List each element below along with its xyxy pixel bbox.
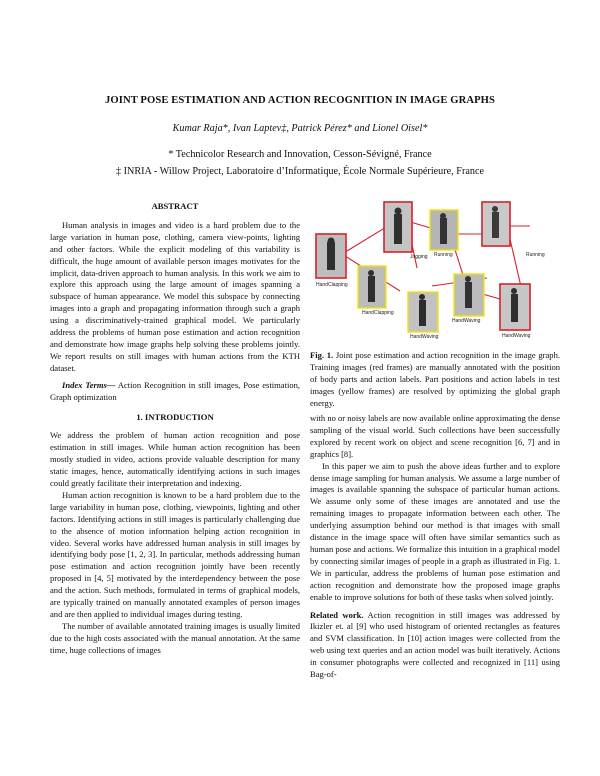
figure-1-image-graph [312, 196, 560, 344]
abstract-heading: ABSTRACT [151, 201, 199, 211]
intro-continuation: with no or noisy labels are now available online approximating the dense sampling of the visual world. Such collections have been successfully explored by recent work on object and scene recognition [6, 7] and in graphics [8]. [310, 413, 560, 459]
author-list: Kumar Raja*, Ivan Laptev‡, Patrick Pérez* and Lionel Oisel* [172, 123, 428, 134]
intro-paragraph-4: In this paper we aim to push the above ideas further and to explore dense image sampling for human analysis. We assume a large number of images is available spanning the subspace of particular human actions. We assume only some of these images are annotated and use the remaining images to propagate information between each other. The underlying assumption behind our method is that images with small distance in the image space will often have similar semantics such as human pose and actions. We formalize this intuition in a graphical model by connecting similar images of people in a graph as illustrated in Fig. 1. We in particular, address the problems of human pose estimation and action recognition and demonstrate how the proposed image graphs enable to improve solutions for both of these tasks when solved jointly. [310, 460, 560, 602]
figure-caption-text: Joint pose estimation and action recognition in the image graph. Training images (red frames) are manually annotated with the position of body parts and action labels. Part positions and action labels in test images (yellow frames) are resolved by optimizing the global graph energy. [310, 350, 560, 408]
paper-title: JOINT POSE ESTIMATION AND ACTION RECOGNITION IN IMAGE GRAPHS [105, 95, 495, 106]
test-image-handwaving-1 [408, 292, 438, 332]
test-image-running-1 [430, 210, 458, 250]
figure-label-4: Running [526, 252, 545, 258]
figure-label-6: HandWaving [410, 334, 439, 340]
test-image-handwaving-2 [454, 274, 484, 316]
intro-paragraph-1: We address the problem of human action recognition and pose estimation in still images. While human action recognition has been mostly studied in video, actions provide valuable description for many static images, hence, automatically identifying actions in such images could greatly facilitate their interpretation and indexing. [50, 430, 300, 489]
test-image-handclapping [358, 266, 386, 308]
figure-label-2: Jogging [410, 254, 428, 260]
intro-paragraph-2: Human action recognition is known to be a hard problem due to the large variability in human pose, clothing, viewpoints, lighting and other factors. Identifying actions in still images is particularly challenging due to the absence of motion information helping action recognition in video. Several works have addressed human analysis in still images by identifying body pose [1, 2, 3]. In particular, methods addressing human pose estimation and action recognition jointly have been recently proposed in [4, 5] motivated by the interdependency between the pose and the action. Such methods, formulated in terms of graphical models, are typically trained on manually annotated examples of person images and are then applied to individual images during testing. [50, 489, 300, 619]
index-terms-label: Index Terms— [62, 379, 116, 390]
train-image-handclapping [316, 234, 346, 278]
figure-1-caption [310, 350, 560, 410]
figure-label-8: HandWaving [502, 333, 531, 339]
affiliation-2: ‡ INRIA - Willow Project, Laboratoire d’Informatique, École Normale Supérieure, France [115, 166, 484, 177]
train-image-running-2 [482, 202, 510, 246]
related-work-label: Related work. [310, 609, 364, 620]
figure-label-5: HandClapping [362, 310, 394, 316]
index-terms-text: Action Recognition in still images, Pose estimation, Graph optimization [50, 379, 300, 402]
left-column [50, 201, 300, 657]
figure-label-3: Running [434, 252, 453, 258]
introduction-heading: 1. INTRODUCTION [136, 411, 214, 422]
figure-label-1: HandClapping [316, 282, 348, 288]
figure-caption-label: Fig. 1. [310, 350, 334, 360]
intro-paragraph-3: The number of available annotated training images is usually limited due to the high costs associated with the manual annotation. At the same time, huge collections of images [50, 620, 300, 655]
train-image-jogging [384, 202, 412, 252]
train-image-handwaving-3 [500, 284, 530, 330]
affiliation-1: * Technicolor Research and Innovation, Cesson-Sévigné, France [168, 149, 432, 160]
related-work-paragraph [310, 610, 560, 681]
index-terms [50, 380, 300, 404]
related-work-text: Action recognition in still images was addressed by Ikizler et. al [9] who used histogram of oriented rectangles as features and SVM classification. In [10] action images were collected from the web using text queries and an action model was built iteratively. Actions in consumer photographs were collected and recognized in [11] using Bag-of- [310, 609, 560, 680]
right-column [310, 413, 560, 681]
figure-label-7: HandWaving [452, 318, 481, 324]
abstract-text: Human analysis in images and video is a hard problem due to the large variation in human pose, clothing, camera view-points, lighting and other factors. While the explicit modeling of this variability is difficult, the huge amount of available person images motivates for the implicit, data-driven approach to human analysis. In this work we aim to explore this approach using the large amount of images spanning a subspace of human appearance. We model this subspace by connecting images into a graph and propagating information through such a graph using a discriminatively-trained graphical model. We particularly address the problems of human pose estimation and action recognition and demonstrate how image graphs help solving these problems jointly. We report results on still images with human actions from the KTH dataset. [50, 219, 300, 373]
